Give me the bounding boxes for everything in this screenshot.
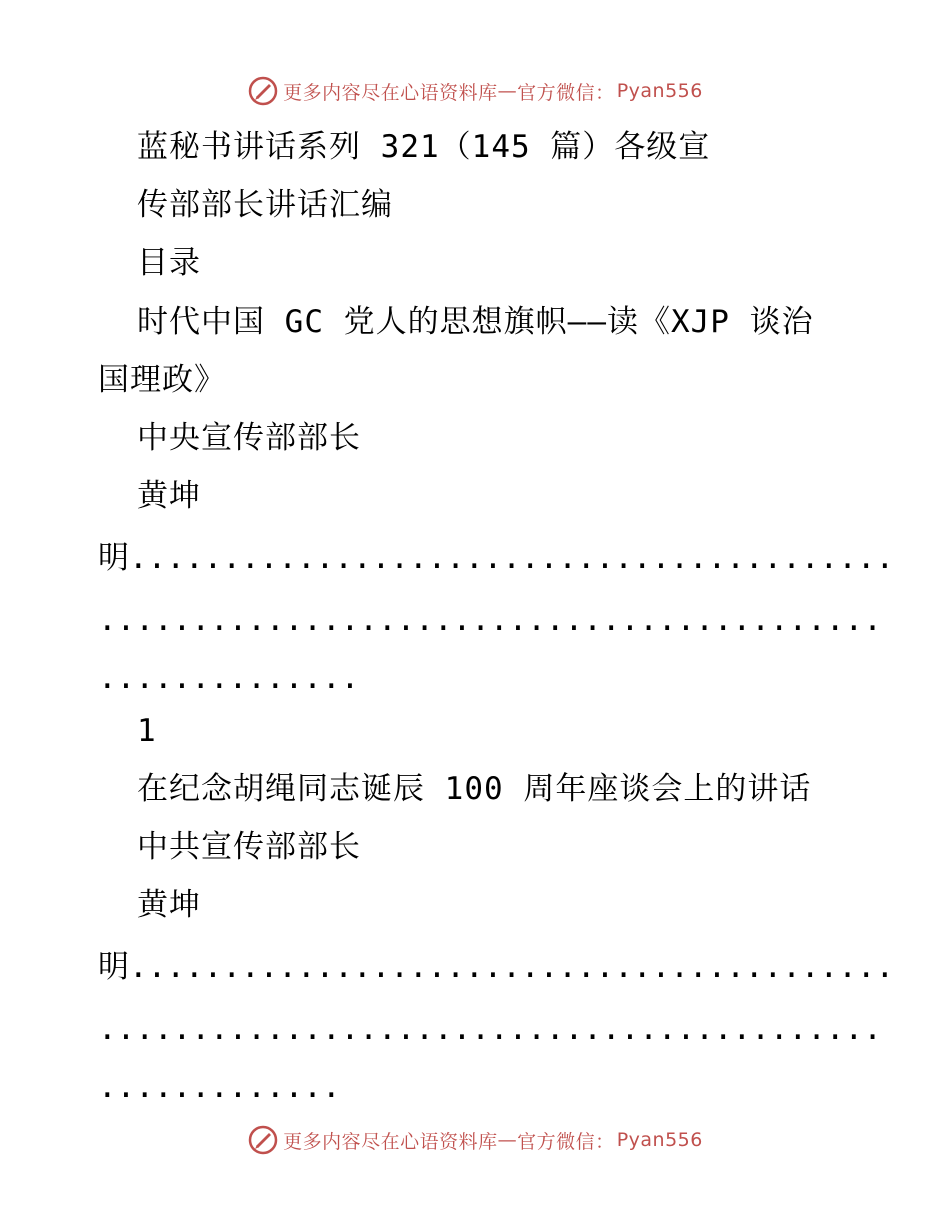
toc-entry-dots-line-1: 明.........................................: [98, 540, 895, 576]
toc-entry-title-line-1: 在纪念胡绳同志诞辰 100 周年座谈会上的讲话: [137, 771, 812, 807]
watermark-label: 官方微信：: [517, 1130, 615, 1153]
toc-entry-position: 中央宣传部部长: [137, 420, 361, 456]
toc-entry-title-line-1: 时代中国 GC 党人的思想旗帜——读《XJP 谈治: [137, 304, 814, 340]
watermark-text: 更多内容尽在心语资料库: [283, 1130, 498, 1153]
toc-entry-dots-line-3: ..............: [98, 660, 360, 696]
watermark-wechat-id: Pyan556: [616, 1129, 703, 1151]
toc-entry-dots-line-1: 明.........................................: [98, 949, 895, 985]
toc-heading: 目录: [137, 245, 201, 281]
document-title-line-1: 蓝秘书讲话系列 321（145 篇）各级宣: [137, 129, 711, 165]
quill-seal-icon: [247, 1124, 279, 1156]
toc-entry-dots-line-2: ..........................................: [98, 1011, 882, 1047]
toc-entry-position: 中共宣传部部长: [137, 829, 361, 865]
toc-entry-title-line-2: 国理政》: [98, 362, 226, 398]
watermark-text: 更多内容尽在心语资料库: [283, 81, 498, 104]
toc-entry-dots-line-3: .............: [98, 1069, 341, 1105]
watermark-separator: —: [497, 80, 518, 102]
footer-watermark: [0, 1120, 950, 1160]
toc-entry-name: 黄坤: [137, 478, 201, 514]
watermark-separator: —: [497, 1129, 518, 1151]
quill-seal-icon: [247, 75, 279, 107]
watermark-label: 官方微信：: [517, 81, 615, 104]
toc-entry-page-number: 1: [137, 713, 157, 749]
toc-entry-dots-line-2: ..........................................: [98, 602, 882, 638]
document-title-line-2: 传部部长讲话汇编: [137, 187, 393, 223]
toc-entry-name: 黄坤: [137, 887, 201, 923]
watermark-wechat-id: Pyan556: [616, 80, 703, 102]
header-watermark: [0, 71, 950, 111]
